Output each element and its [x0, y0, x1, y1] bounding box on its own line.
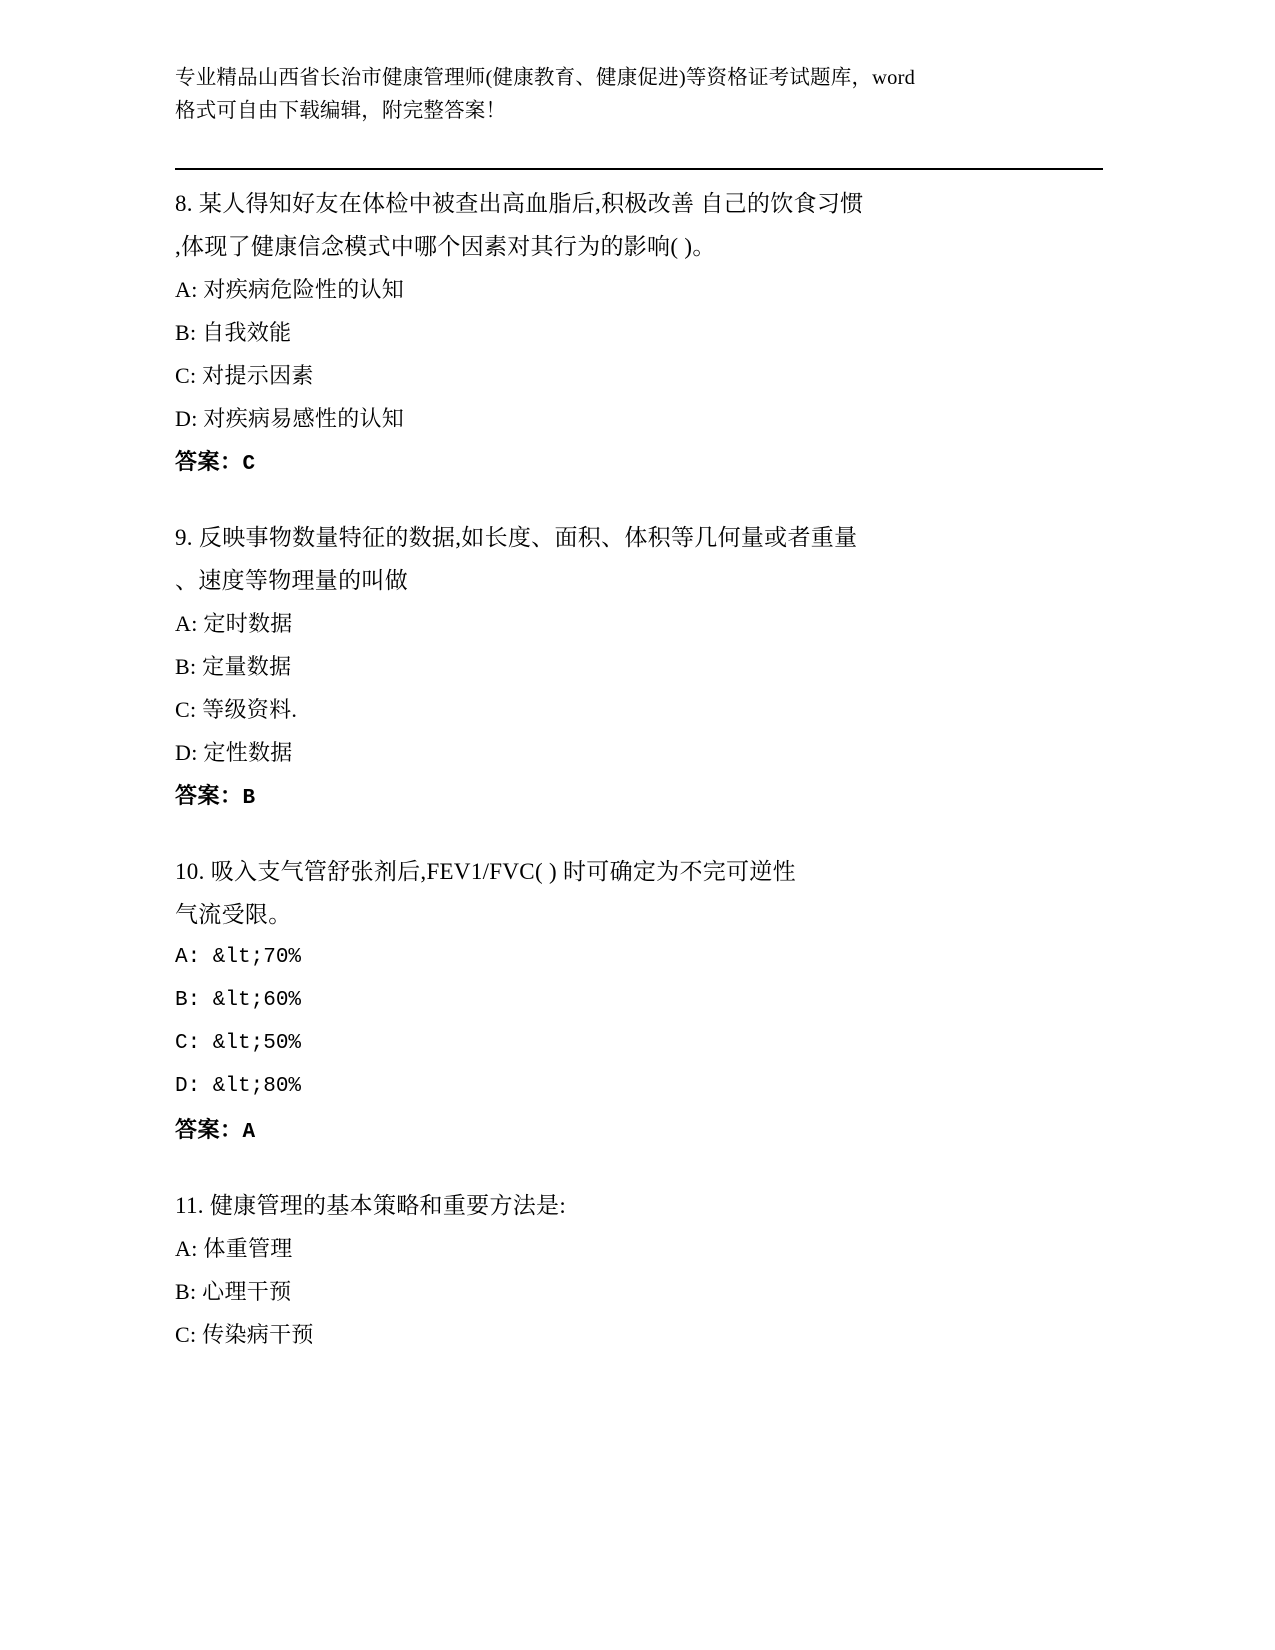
answer-value: C — [242, 453, 256, 476]
question-text — [175, 516, 1105, 559]
question-list — [175, 182, 1105, 1386]
question-block — [175, 182, 1105, 486]
answer-value: A — [242, 1121, 256, 1144]
option-d: D: 定性数据 — [175, 740, 293, 765]
option-d: D: &lt;80% — [175, 1075, 302, 1098]
question-number: 8. — [175, 191, 193, 216]
question-stem-line-2: 气流受限。 — [175, 902, 292, 927]
answer-label: 答案： — [175, 449, 243, 474]
answer-row — [175, 1108, 1105, 1154]
question-text — [175, 182, 1105, 225]
option-c: C: 等级资料. — [175, 697, 298, 722]
question-block — [175, 1184, 1105, 1356]
question-text — [175, 1184, 1105, 1227]
option-d: D: 对疾病易感性的认知 — [175, 406, 405, 431]
answer-value: B — [242, 787, 256, 810]
option-b: B: &lt;60% — [175, 989, 302, 1012]
option-b: B: 心理干预 — [175, 1279, 292, 1304]
option-a: A: 体重管理 — [175, 1236, 293, 1261]
header-line-1: 专业精品山西省长治市健康管理师(健康教育、健康促进)等资格证考试题库，word — [175, 67, 916, 89]
option-a: A: 定时数据 — [175, 611, 293, 636]
option-c: C: 传染病干预 — [175, 1322, 314, 1347]
question-text — [175, 850, 1105, 893]
option-c: C: &lt;50% — [175, 1032, 302, 1055]
question-block — [175, 516, 1105, 820]
option-b: B: 自我效能 — [175, 320, 292, 345]
question-block — [175, 850, 1105, 1154]
option-a: A: 对疾病危险性的认知 — [175, 277, 405, 302]
answer-row — [175, 440, 1105, 486]
option-b: B: 定量数据 — [175, 654, 292, 679]
answer-row — [175, 774, 1105, 820]
answer-label: 答案： — [175, 783, 243, 808]
page-header — [175, 62, 1105, 128]
question-stem-line-1: 反映事物数量特征的数据,如长度、面积、体积等几何量或者重量 — [198, 525, 858, 550]
question-stem-line-1: 吸入支气管舒张剂后,FEV1/FVC( ) 时可确定为不完可逆性 — [210, 859, 796, 884]
option-a: A: &lt;70% — [175, 946, 302, 969]
question-stem-line-1: 健康管理的基本策略和重要方法是: — [209, 1193, 567, 1218]
question-stem-line-2: 、速度等物理量的叫做 — [175, 568, 408, 593]
header-line-2: 格式可自由下载编辑，附完整答案！ — [175, 100, 507, 122]
question-number: 9. — [175, 525, 193, 550]
option-c: C: 对提示因素 — [175, 363, 314, 388]
question-stem-line-2: ,体现了健康信念模式中哪个因素对其行为的影响( )。 — [175, 234, 716, 259]
question-number: 10. — [175, 859, 205, 884]
question-number: 11. — [175, 1193, 204, 1218]
answer-label: 答案： — [175, 1117, 243, 1142]
header-divider — [175, 168, 1103, 170]
question-stem-line-1: 某人得知好友在体检中被查出高血脂后,积极改善 自己的饮食习惯 — [198, 191, 864, 216]
